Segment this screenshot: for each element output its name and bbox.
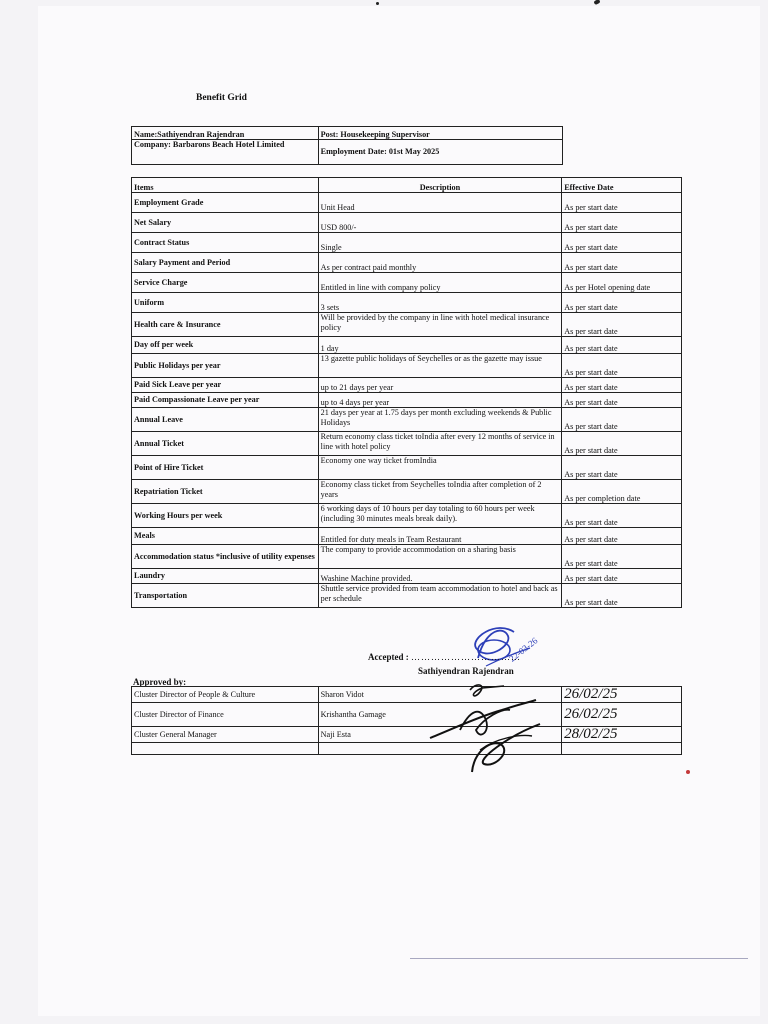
benefit-description: 21 days per year at 1.75 days per month excluding weekends & Public Holidays <box>318 408 562 432</box>
table-header-row <box>132 178 682 193</box>
benefit-item: Laundry <box>132 569 319 584</box>
table-row <box>132 504 682 528</box>
column-header: Effective Date <box>562 178 682 193</box>
benefit-effective-date: As per start date <box>562 233 682 253</box>
approval-row <box>132 687 682 703</box>
benefit-description: Washine Machine provided. <box>318 569 562 584</box>
approver-role: Cluster Director of People & Culture <box>132 687 319 703</box>
benefit-description: 1 day <box>318 337 562 354</box>
benefit-effective-date: As per Hotel opening date <box>562 273 682 293</box>
employment-date: Employment Date: 01st May 2025 <box>318 140 562 165</box>
benefit-description: Economy class ticket from Seychelles toIndia after completion of 2 years <box>318 480 562 504</box>
benefit-item: Point of Hire Ticket <box>132 456 319 480</box>
scan-mark <box>376 2 379 5</box>
accepted-dots: …………………………… <box>410 652 521 662</box>
bottom-rule <box>410 958 748 959</box>
benefit-item: Annual Ticket <box>132 432 319 456</box>
benefit-item: Health care & Insurance <box>132 313 319 337</box>
benefit-description: Single <box>318 233 562 253</box>
benefit-effective-date: As per start date <box>562 584 682 608</box>
benefit-effective-date: As per start date <box>562 545 682 569</box>
table-row <box>132 354 682 378</box>
table-row <box>132 253 682 273</box>
benefit-item: Net Salary <box>132 213 319 233</box>
company-name: Company: Barbarons Beach Hotel Limited <box>132 140 319 165</box>
benefit-item: Repatriation Ticket <box>132 480 319 504</box>
benefit-description: up to 4 days per year <box>318 393 562 408</box>
benefit-effective-date: As per start date <box>562 378 682 393</box>
employee-post: Post: Housekeeping Supervisor <box>318 127 562 140</box>
table-row <box>132 569 682 584</box>
benefit-description: 3 sets <box>318 293 562 313</box>
benefit-item: Paid Sick Leave per year <box>132 378 319 393</box>
benefits-table <box>131 177 682 608</box>
benefit-description: The company to provide accommodation on a sharing basis <box>318 545 562 569</box>
table-row <box>132 408 682 432</box>
benefit-description: Will be provided by the company in line with hotel medical insurance policy <box>318 313 562 337</box>
approver-role: Cluster General Manager <box>132 727 319 743</box>
approver-name: Naji Esta <box>318 727 562 743</box>
table-row <box>132 313 682 337</box>
approval-row <box>132 703 682 727</box>
benefit-effective-date: As per start date <box>562 393 682 408</box>
approval-row <box>132 727 682 743</box>
benefit-item: Service Charge <box>132 273 319 293</box>
benefit-item: Annual Leave <box>132 408 319 432</box>
table-row <box>132 528 682 545</box>
approver-signatures <box>420 680 560 776</box>
table-row <box>132 293 682 313</box>
accepted-line <box>368 652 521 662</box>
benefit-description: Entitled for duty meals in Team Restaurant <box>318 528 562 545</box>
column-header: Items <box>132 178 319 193</box>
approval-empty-row <box>132 743 682 755</box>
empty-cell <box>562 743 682 755</box>
benefit-description: 6 working days of 10 hours per day totaling to 60 hours per week (including 30 minutes meals break daily). <box>318 504 562 528</box>
table-row <box>132 480 682 504</box>
benefit-item: Contract Status <box>132 233 319 253</box>
table-row <box>132 393 682 408</box>
benefit-item: Accommodation status *inclusive of utility expenses <box>132 545 319 569</box>
table-row <box>132 213 682 233</box>
benefit-description: Entitled in line with company policy <box>318 273 562 293</box>
approved-by-label: Approved by: <box>133 677 187 687</box>
approval-date: 26/02/25 <box>562 703 682 727</box>
benefit-effective-date: As per start date <box>562 337 682 354</box>
benefit-effective-date: As per start date <box>562 528 682 545</box>
employee-name: Name:Sathiyendran Rajendran <box>132 127 319 140</box>
benefit-effective-date: As per start date <box>562 213 682 233</box>
benefit-effective-date: As per start date <box>562 193 682 213</box>
approval-table <box>131 686 682 755</box>
approver-name: Sharon Vidot <box>318 687 562 703</box>
benefit-description: up to 21 days per year <box>318 378 562 393</box>
benefit-item: Transportation <box>132 584 319 608</box>
benefit-description: Unit Head <box>318 193 562 213</box>
benefit-description: As per contract paid monthly <box>318 253 562 273</box>
benefit-description: Economy one way ticket fromIndia <box>318 456 562 480</box>
table-row <box>132 584 682 608</box>
benefit-effective-date: As per completion date <box>562 480 682 504</box>
approval-date: 26/02/25 <box>562 687 682 703</box>
benefit-item: Meals <box>132 528 319 545</box>
red-mark <box>686 770 690 774</box>
benefit-effective-date: As per start date <box>562 293 682 313</box>
table-row <box>132 378 682 393</box>
empty-cell <box>132 743 319 755</box>
benefit-item: Working Hours per week <box>132 504 319 528</box>
table-row <box>132 456 682 480</box>
benefit-effective-date: As per start date <box>562 569 682 584</box>
benefit-effective-date: As per start date <box>562 253 682 273</box>
benefit-effective-date: As per start date <box>562 504 682 528</box>
table-row <box>132 337 682 354</box>
approver-role: Cluster Director of Finance <box>132 703 319 727</box>
benefit-effective-date: As per start date <box>562 456 682 480</box>
stamp-date: 22-03-26 <box>507 635 540 664</box>
accepted-name: Sathiyendran Rajendran <box>418 666 514 676</box>
scan-mark <box>593 0 600 5</box>
table-row <box>132 193 682 213</box>
benefit-item: Public Holidays per year <box>132 354 319 378</box>
benefit-effective-date: As per start date <box>562 313 682 337</box>
accepted-label: Accepted : <box>368 652 409 662</box>
benefit-item: Paid Compassionate Leave per year <box>132 393 319 408</box>
table-row <box>132 233 682 253</box>
benefit-description: USD 800/- <box>318 213 562 233</box>
document-title: Benefit Grid <box>196 93 247 103</box>
approver-name: Krishantha Gamage <box>318 703 562 727</box>
approval-date: 28/02/25 <box>562 727 682 743</box>
benefit-description: 13 gazette public holidays of Seychelles or as the gazette may issue <box>318 354 562 378</box>
table-row <box>132 432 682 456</box>
benefit-effective-date: As per start date <box>562 432 682 456</box>
benefit-item: Day off per week <box>132 337 319 354</box>
benefit-item: Uniform <box>132 293 319 313</box>
benefit-item: Salary Payment and Period <box>132 253 319 273</box>
benefit-effective-date: As per start date <box>562 354 682 378</box>
benefit-description: Shuttle service provided from team accommodation to hotel and back as per schedule <box>318 584 562 608</box>
benefit-effective-date: As per start date <box>562 408 682 432</box>
table-row <box>132 273 682 293</box>
employee-header-table <box>131 126 563 165</box>
benefit-description: Return economy class ticket toIndia after every 12 months of service in line with hotel policy <box>318 432 562 456</box>
signature-stroke <box>480 736 532 750</box>
signature-stroke <box>470 685 504 696</box>
table-row <box>132 545 682 569</box>
column-header: Description <box>318 178 562 193</box>
benefit-item: Employment Grade <box>132 193 319 213</box>
